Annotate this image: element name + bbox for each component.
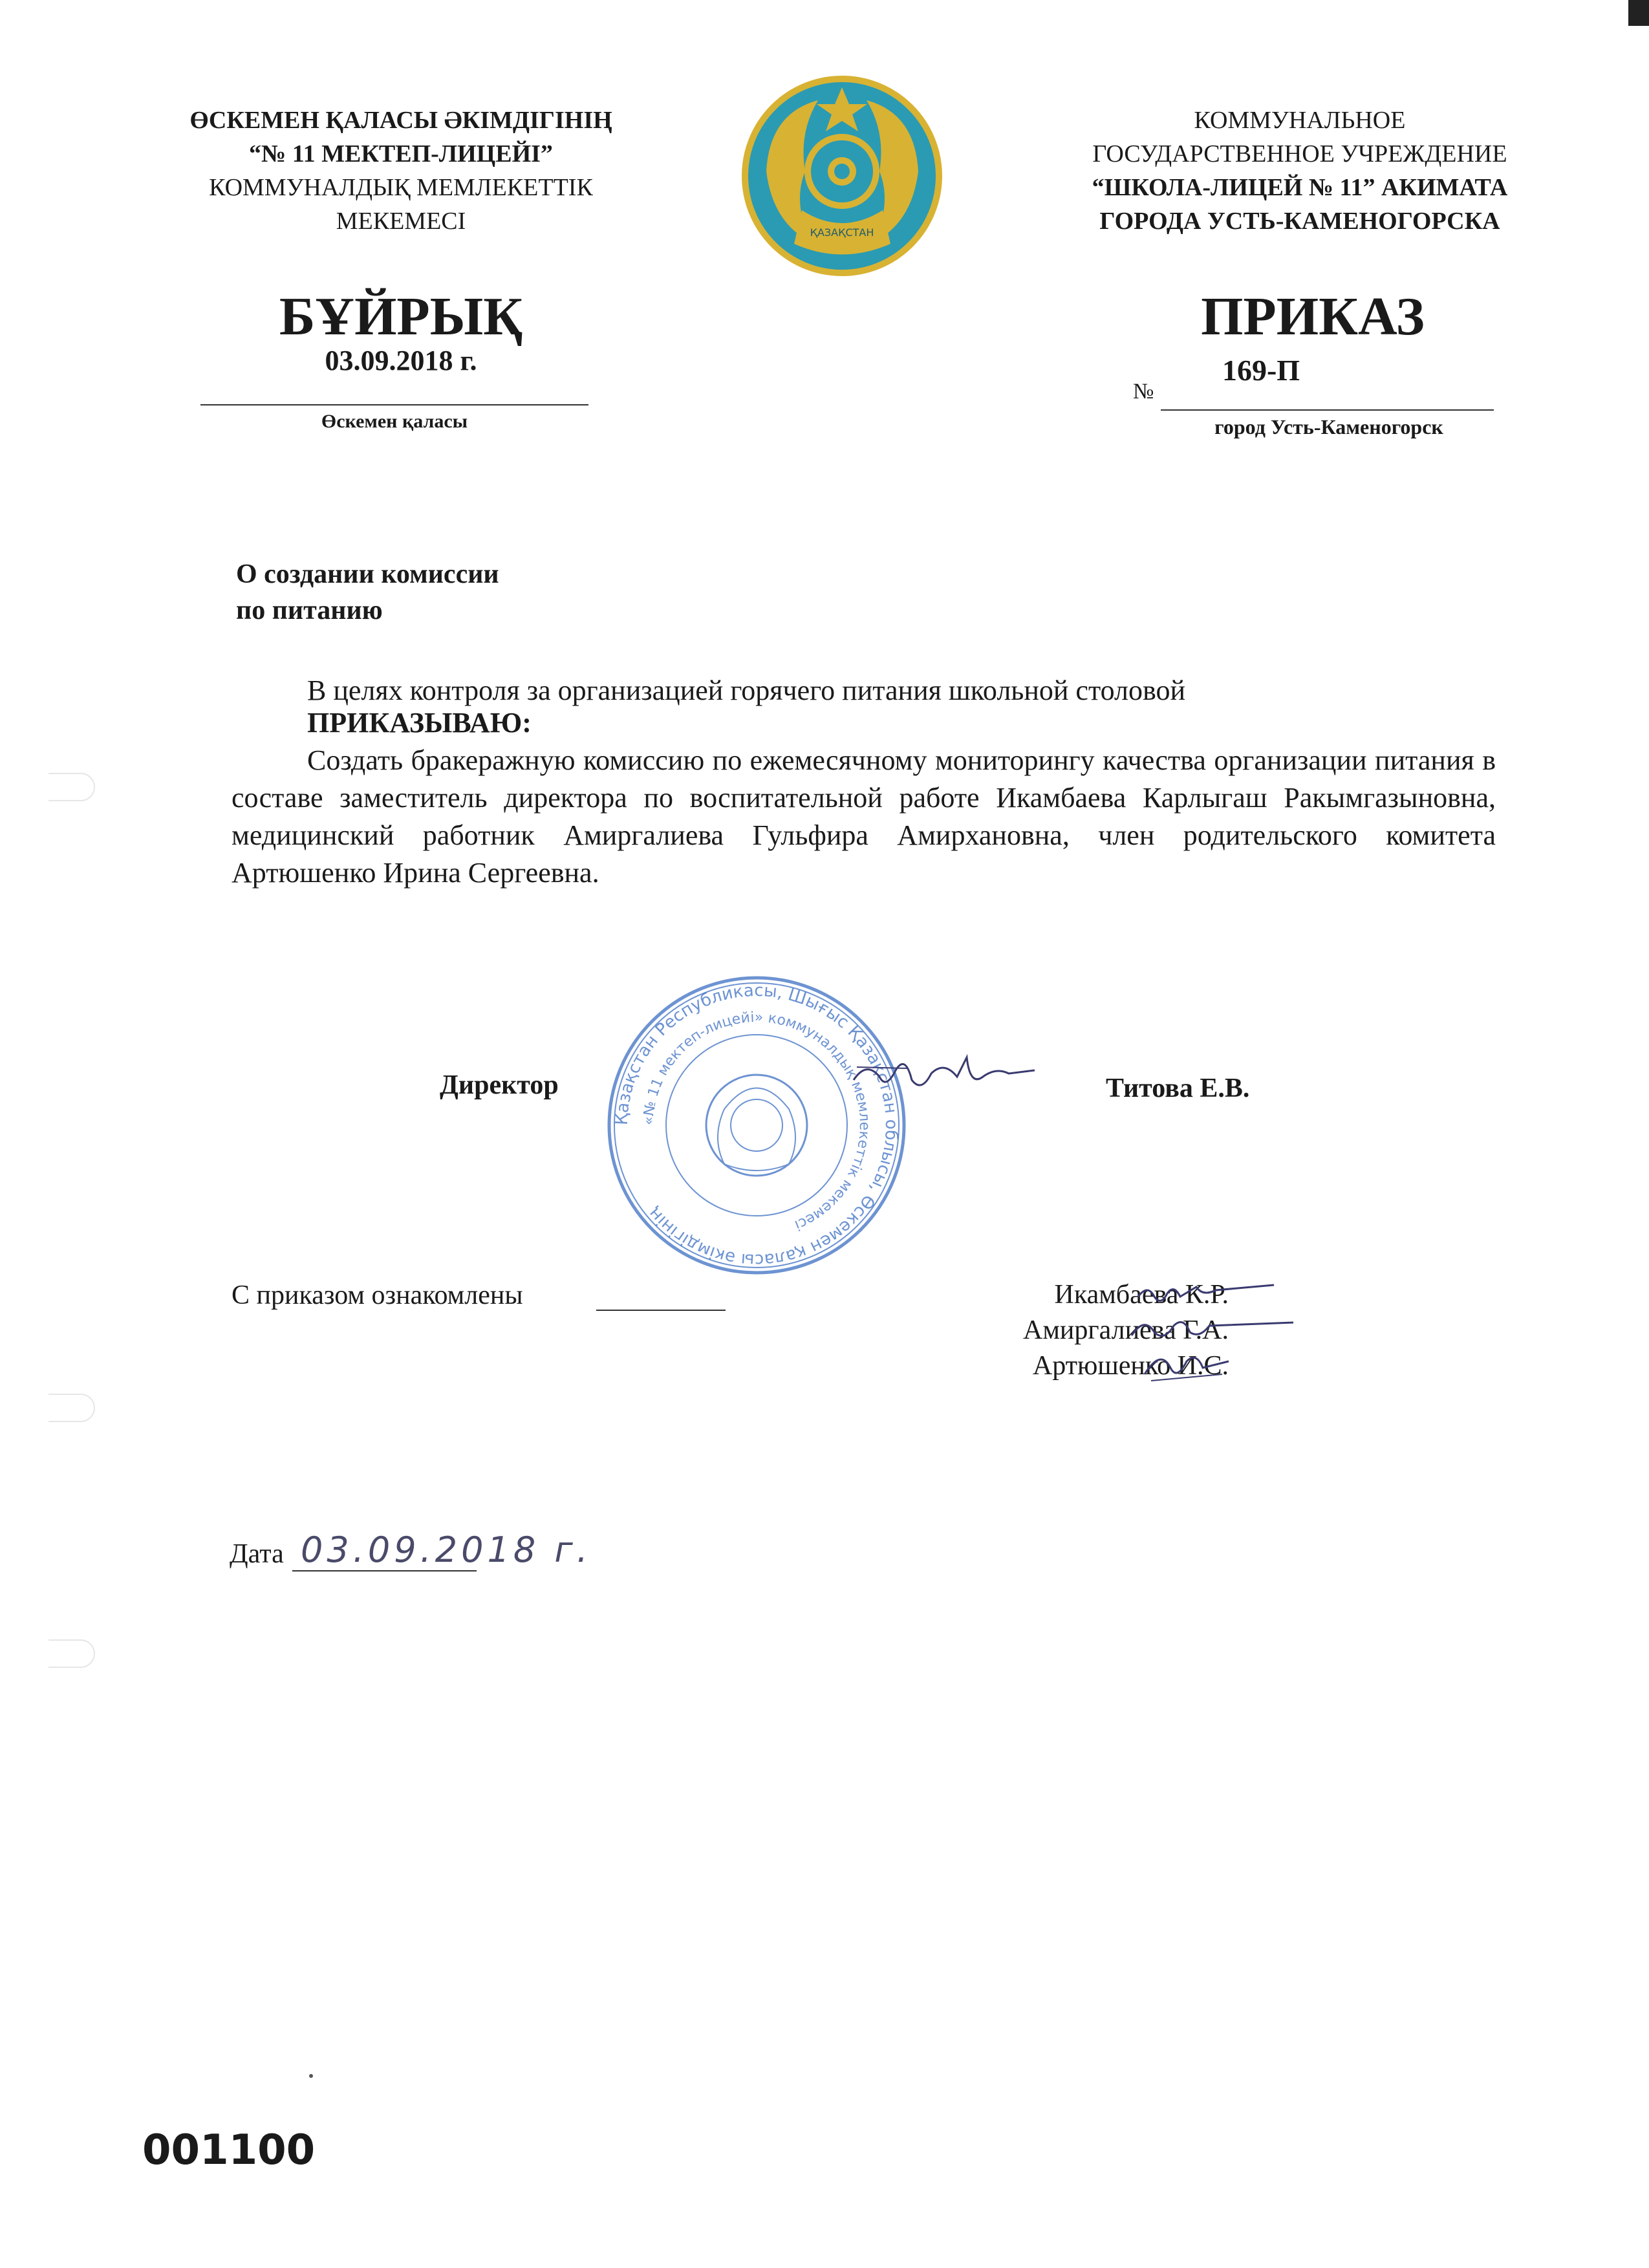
title-kz: БҰЙРЫҚ: [279, 286, 523, 347]
body-intro: В целях контроля за организацией горячего питания школьной столовой: [307, 675, 1186, 706]
body-text: Создать бракеражную комиссию по ежемесячному мониторингу качества организации питания в составе заместитель директора по воспитательной работе Икамбаева Карлыгаш Ракымгазыновна, медицинский работник Амиргалиева Гульфира Амирхановна, член родительского комитета Артюшенко Ирина Сергеевна.: [232, 744, 1496, 889]
emblem-label: ҚАЗАҚСТАН: [810, 226, 874, 239]
date-underline: [200, 404, 588, 405]
punch-hole: [48, 1394, 95, 1422]
acquainted-name: Артюшенко И.С.: [1032, 1351, 1229, 1381]
stamp-inner-text: «№ 11 мектеп-лицейі» коммуналдық мемлекеттік мекемесі: [640, 1009, 873, 1233]
header-right-line-2: ГОСУДАРСТВЕННОЕ УЧРЕЖДЕНИЕ: [1092, 140, 1507, 167]
header-right-line-4: ГОРОДА УСТЬ-КАМЕНОГОРСКА: [1099, 208, 1500, 235]
director-label: Директор: [440, 1070, 559, 1100]
city-kz: Өскемен қаласы: [321, 411, 468, 432]
serial-number: 001100: [142, 2126, 316, 2174]
round-seal-stamp: [601, 970, 912, 1280]
scan-edge-strip: [1628, 0, 1649, 26]
director-signature-icon: [847, 1041, 1041, 1106]
acquainted-name: Икамбаева К.Р.: [1054, 1280, 1229, 1310]
svg-text:«№ 11 мектеп-лицейі» коммуналд: [641, 1010, 872, 1233]
subject-line-2: по питанию: [236, 596, 383, 625]
date-label: Дата: [230, 1539, 284, 1569]
header-right-line-1: КОММУНАЛЬНОЕ: [1194, 107, 1406, 134]
header-right: [1035, 103, 1565, 238]
title-ru: ПРИКАЗ: [1201, 286, 1425, 347]
header-right-line-3: “ШКОЛА-ЛИЦЕЙ № 11” АКИМАТА: [1092, 174, 1508, 201]
order-keyword: ПРИКАЗЫВАЮ:: [307, 707, 532, 739]
punch-hole: [48, 773, 95, 801]
acquainted-signatures-icon: [1125, 1271, 1319, 1400]
order-number: 169-П: [1222, 354, 1300, 387]
header-left: [129, 103, 673, 238]
scan-dot: [309, 2074, 313, 2078]
order-subject: [236, 556, 499, 629]
header-left-line-4: МЕКЕМЕСІ: [336, 208, 466, 235]
stamp-outer-text: Қазақстан Республикасы, Шығыс Қазақстан облысы, Өскемен қаласы әкімдігінің: [612, 980, 901, 1270]
number-sign: №: [1133, 380, 1154, 404]
header-left-line-1: ӨСКЕМЕН ҚАЛАСЫ ӘКІМДІГІНІҢ: [189, 107, 612, 134]
state-emblem-icon: [740, 74, 944, 278]
city-ru: город Усть-Каменогорск: [1214, 415, 1443, 438]
number-underline: [1161, 409, 1494, 411]
subject-line-1: О создании комиссии: [236, 559, 499, 589]
handwritten-date: 03.09.2018 г.: [301, 1529, 592, 1570]
document-date: 03.09.2018 г.: [325, 345, 477, 376]
acquainted-underline: [596, 1310, 726, 1311]
punch-hole: [48, 1639, 95, 1668]
director-name: Титова Е.В.: [1106, 1074, 1250, 1103]
header-left-line-2: “№ 11 МЕКТЕП-ЛИЦЕЙІ”: [249, 140, 553, 167]
acquainted-label: С приказом ознакомлены: [232, 1280, 523, 1310]
header-left-line-3: КОММУНАЛДЫҚ МЕМЛЕКЕТТІК: [209, 174, 593, 201]
acquainted-name: Амиргалиева Г.А.: [1023, 1315, 1229, 1345]
